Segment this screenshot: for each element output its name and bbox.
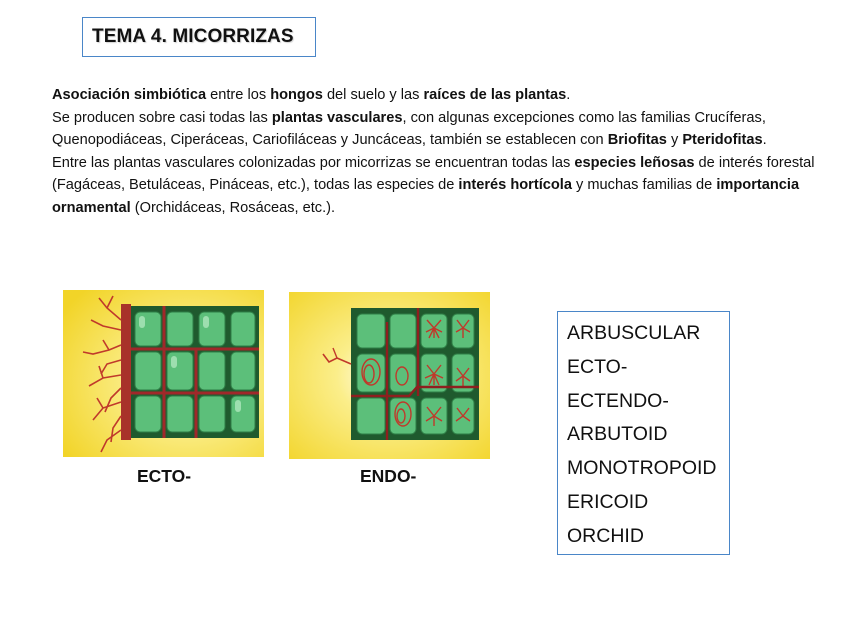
bold-text-run: Asociación simbiótica [52,87,207,103]
list-item: ORCHID [567,524,644,547]
text-run: . [566,87,571,103]
endo-mycorrhiza-figure [289,292,490,459]
mycorrhiza-types-list [557,311,730,555]
body-text [52,84,822,219]
text-run: (Orchidáceas, Rosáceas, etc.). [130,199,336,216]
bold-text-run: plantas vasculares [271,109,403,126]
ecto-mycorrhiza-figure [63,290,264,457]
bold-text-run: especies leñosas [574,154,695,171]
bold-text-run: interés hortícola [458,177,572,193]
bold-text-run: raíces de las plantas [423,87,567,103]
list-item: ECTENDO- [567,389,669,412]
list-item: ERICOID [567,490,649,513]
list-item: ARBUTOID [567,423,668,446]
text-run: de interés forestal (Fagáceas, Betuláceas, Pináceas, etc.), todas las especies de [52,154,815,193]
bold-text-run: hongos [270,87,323,103]
bold-text-run: Briofitas [607,132,667,148]
bold-text-run: importancia ornamental [52,177,800,216]
list-item: ECTO- [567,355,628,378]
paragraph-2 [52,107,822,152]
paragraph-3 [52,152,822,220]
bold-text-run: Pteridofitas [682,132,763,148]
text-run: . [762,132,767,148]
paragraph-1 [52,84,822,107]
ecto-figure-label: ECTO- [137,466,192,486]
page-title: TEMA 4. MICORRIZAS [82,17,316,57]
text-run: del suelo y las [322,87,424,103]
list-item: ARBUSCULAR [567,322,701,344]
endo-figure-label: ENDO- [360,466,417,486]
text-run: , con algunas excepciones como las familias Crucíferas, Quenopodiáceas, Ciperáceas, Cariofiláceas y Juncáceas, también se establecen con [52,109,766,148]
text-run: Se producen sobre casi todas las [52,109,272,126]
text-run: Entre las plantas vasculares colonizadas por micorrizas se encuentran todas las [52,154,575,171]
text-run: y muchas familias de [571,177,717,193]
list-item: MONOTROPOID [567,457,717,480]
text-run: entre los [206,87,271,103]
text-run: y [666,132,683,148]
